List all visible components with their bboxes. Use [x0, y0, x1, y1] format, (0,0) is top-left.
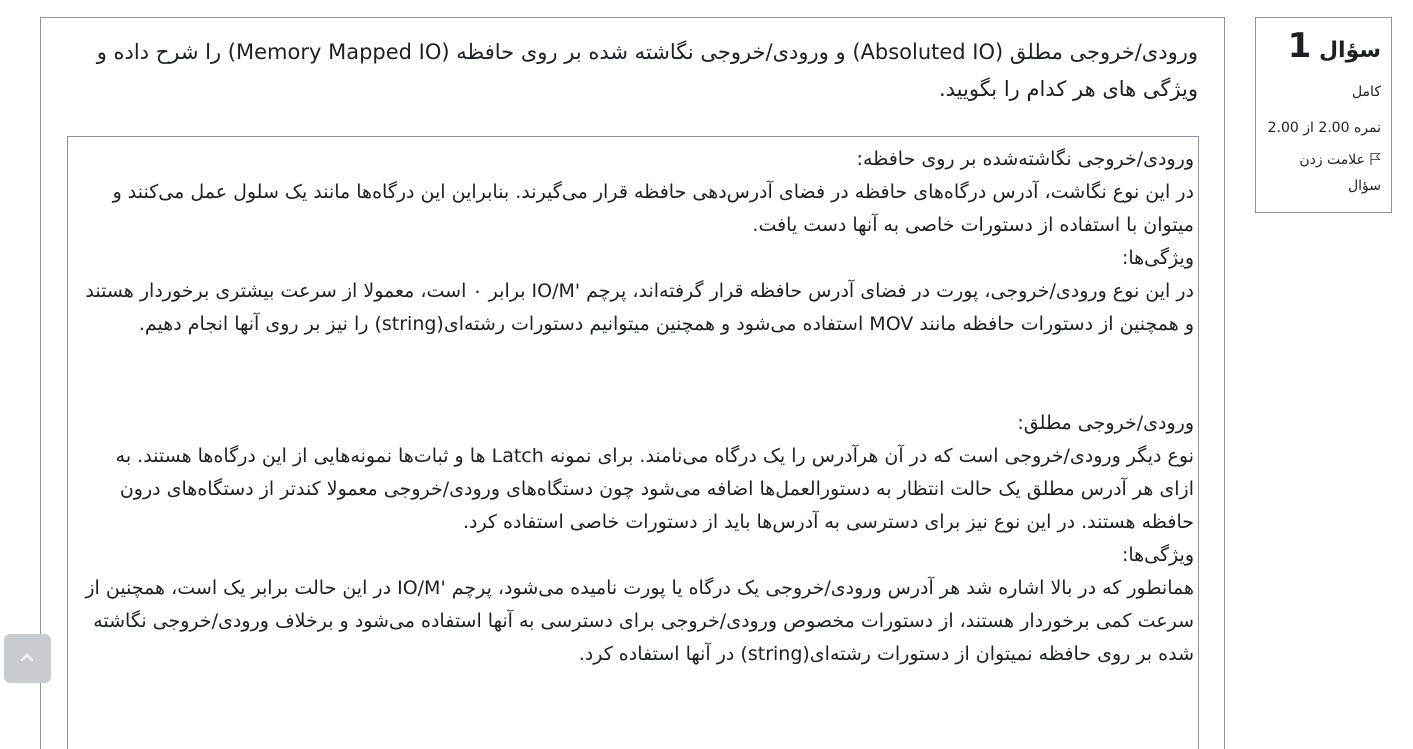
question-label: سؤال [1318, 38, 1381, 63]
question-grade: نمره 2.00 از 2.00 [1267, 120, 1381, 136]
answer-line: نوع دیگر ورودی/خروجی است که در آن هرآدرس را یک درگاه می‌نامند. برای نمونه Latch ها و ثبات‌ها نمونه‌هایی از این درگاه‌ها هستند. به ازای هر آدرس مطلق یک حالت انتظار به دستورالعمل‌ها اضافه می‌شود چون دستگاه‌های ورودی/خروجی معمولا کندتر از دستگاه‌های درون حافظه هستند. در این نوع نیز برای دسترسی به آدرس‌ها باید از دستورات خاصی استفاده کرد. [115, 445, 1194, 533]
chevron-up-icon [20, 651, 34, 665]
flag-icon [1369, 149, 1381, 163]
answer-spacer [78, 341, 1194, 407]
answer-line: در این نوع ورودی/خروجی، پورت در فضای آدرس حافظه قرار گرفته‌اند، پرچم 'IO/M برابر ۰ است، معمولا از سرعت بیشتری برخوردار هستند و همچنین از دستورات حافظه مانند MOV استفاده می‌شود و همچنین میتوانیم دستورات رشته‌ای(string) را نیز بر روی آنها انجام دهیم. [85, 280, 1194, 335]
flag-question-label: علامت زدن سؤال [1299, 152, 1381, 194]
question-info-box [1255, 17, 1392, 213]
answer-line: ورودی/خروجی مطلق: [1017, 412, 1194, 434]
answer-line: ویژگی‌ها: [1121, 247, 1194, 269]
answer-line: همانطور که در بالا اشاره شد هر آدرس ورودی/خروجی یک درگاه یا پورت نامیده می‌شود، پرچم 'IO/M در این حالت برابر یک است، همچنین از سرعت کمی برخوردار هستند، از دستورات مخصوص ورودی/خروجی برای دسترسی به آنها استفاده می‌شود و برخلاف ورودی/خروجی نگاشته شده بر روی حافظه نمیتوان از دستورات رشته‌ای(string) در آنها استفاده کرد. [85, 577, 1194, 665]
question-number [1264, 26, 1381, 71]
answer-line: ورودی/خروجی نگاشته‌شده بر روی حافظه: [856, 148, 1194, 170]
question-state: کامل [1351, 84, 1381, 100]
answer-line: در این نوع نگاشت، آدرس درگاه‌های حافظه در فضای آدرس‌دهی حافظه قرار می‌گیرند. بنابراین این درگاه‌ها مانند یک سلول عمل می‌کنند و میتوان با استفاده از دستورات خاصی به آنها دست یافت. [112, 181, 1194, 236]
question-number-value: 1 [1287, 26, 1312, 66]
question-text: ورودی/خروجی مطلق (Absoluted IO) و ورودی/خروجی نگاشته شده بر روی حافظه (Memory Mapped IO) را شرح داده و ویژگی های هر کدام را بگویید. [96, 40, 1198, 101]
flag-question-link[interactable] [1264, 147, 1381, 199]
question-content [40, 17, 1225, 749]
answer-line: ویژگی‌ها: [1121, 544, 1194, 566]
back-to-top-button[interactable] [4, 634, 51, 683]
answer-response-area[interactable] [67, 136, 1199, 749]
